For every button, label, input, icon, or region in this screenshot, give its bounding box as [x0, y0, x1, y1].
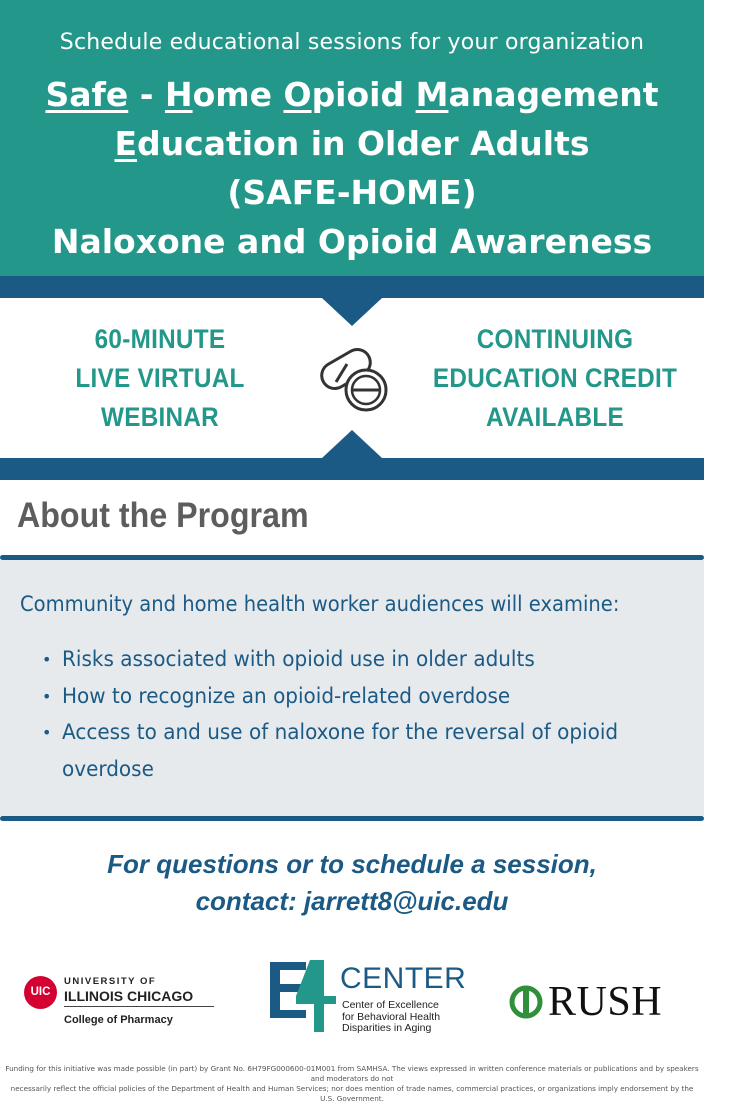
uic-divider — [64, 1006, 214, 1007]
divider-band-bottom — [0, 458, 704, 480]
about-box — [0, 560, 704, 816]
rush-mark-icon — [508, 984, 544, 1020]
about-intro: Community and home health worker audiences will examine: — [20, 592, 620, 616]
feature-credit-line: EDUCATION CREDIT — [432, 363, 678, 393]
title-o: O — [283, 75, 312, 114]
e4-mark-icon — [266, 956, 342, 1034]
list-item — [42, 642, 692, 679]
feature-credit — [425, 320, 686, 437]
contact-block — [0, 846, 704, 920]
bullet-icon: • — [42, 723, 52, 742]
list-item — [42, 715, 692, 788]
title-line-2 — [0, 119, 704, 168]
disclaimer-line-1: Funding for this initiative was made possible (in part) by Grant No. 6H79FG000600-01M001 from SAMHSA. The views expressed in written conference materials or publications and by speakers and moderators do not — [5, 1064, 699, 1083]
list-item-text: How to recognize an opioid-related overdose — [62, 683, 511, 709]
pills-icon — [314, 342, 394, 414]
feature-webinar-line: 60-MINUTE — [94, 324, 226, 354]
title-topic: Naloxone and Opioid Awareness — [51, 222, 653, 261]
features-section — [0, 298, 704, 458]
title-dash: - — [128, 75, 165, 114]
rush-logo — [508, 976, 678, 1026]
title-anagement: anagement — [448, 75, 659, 114]
uic-line-2: ILLINOIS CHICAGO — [64, 988, 194, 1004]
title-pioid: pioid — [311, 75, 416, 114]
program-title — [0, 70, 704, 266]
uic-logo — [24, 970, 214, 1030]
list-item-text: Risks associated with opioid use in older adults — [62, 647, 535, 672]
header-banner — [0, 0, 704, 276]
about-heading: About the Program — [17, 496, 309, 535]
uic-line-3: College of Pharmacy — [64, 1014, 173, 1026]
title-e: E — [114, 124, 138, 163]
about-list — [42, 642, 692, 788]
rush-name: RUSH — [548, 979, 663, 1025]
contact-line-1: For questions or to schedule a session, — [107, 849, 597, 879]
disclaimer-line-2: necessarily reflect the official policies of the Department of Health and Human Services; nor does mention of trade names, commercial practices, or organizations imply endorsement by the U.S. Government. — [10, 1084, 694, 1103]
feature-credit-line: AVAILABLE — [486, 402, 624, 432]
notch-down — [322, 298, 382, 326]
e4-subtitle — [342, 1000, 472, 1035]
contact-email-link[interactable]: contact: jarrett8@uic.edu — [195, 886, 509, 916]
about-rule-bottom — [0, 816, 704, 821]
list-item — [42, 679, 692, 716]
title-h: H — [164, 75, 193, 114]
title-acronym: (SAFE-HOME) — [227, 173, 477, 212]
funding-disclaimer — [4, 1064, 700, 1104]
e4-subtitle-line: Disparities in Aging — [342, 1022, 432, 1034]
feature-webinar-line: LIVE VIRTUAL — [75, 363, 245, 393]
e4-center-logo — [266, 956, 466, 1036]
e4-center-name: CENTER — [340, 962, 467, 995]
feature-webinar-line: WEBINAR — [101, 402, 219, 432]
title-ome: ome — [192, 75, 284, 114]
divider-band-top — [0, 276, 704, 298]
e4-subtitle-line: Center of Excellence — [342, 999, 439, 1011]
title-ducation: ducation in Older Adults — [137, 124, 590, 163]
notch-up — [322, 430, 382, 458]
bullet-icon: • — [42, 686, 52, 706]
feature-credit-line: CONTINUING — [476, 324, 634, 354]
uic-line-1: UNIVERSITY OF — [64, 976, 157, 987]
title-m: M — [415, 75, 449, 114]
title-safe: Safe — [45, 75, 129, 114]
feature-webinar — [70, 320, 250, 437]
list-item-text: Access to and use of naloxone for the reversal of opioid overdose — [62, 720, 619, 782]
bullet-icon: • — [42, 650, 52, 669]
header-subtitle: Schedule educational sessions for your organization — [59, 30, 645, 55]
title-line-1 — [0, 70, 704, 119]
e4-subtitle-line: for Behavioral Health — [342, 1010, 441, 1023]
uic-mark: UIC — [24, 976, 57, 1009]
